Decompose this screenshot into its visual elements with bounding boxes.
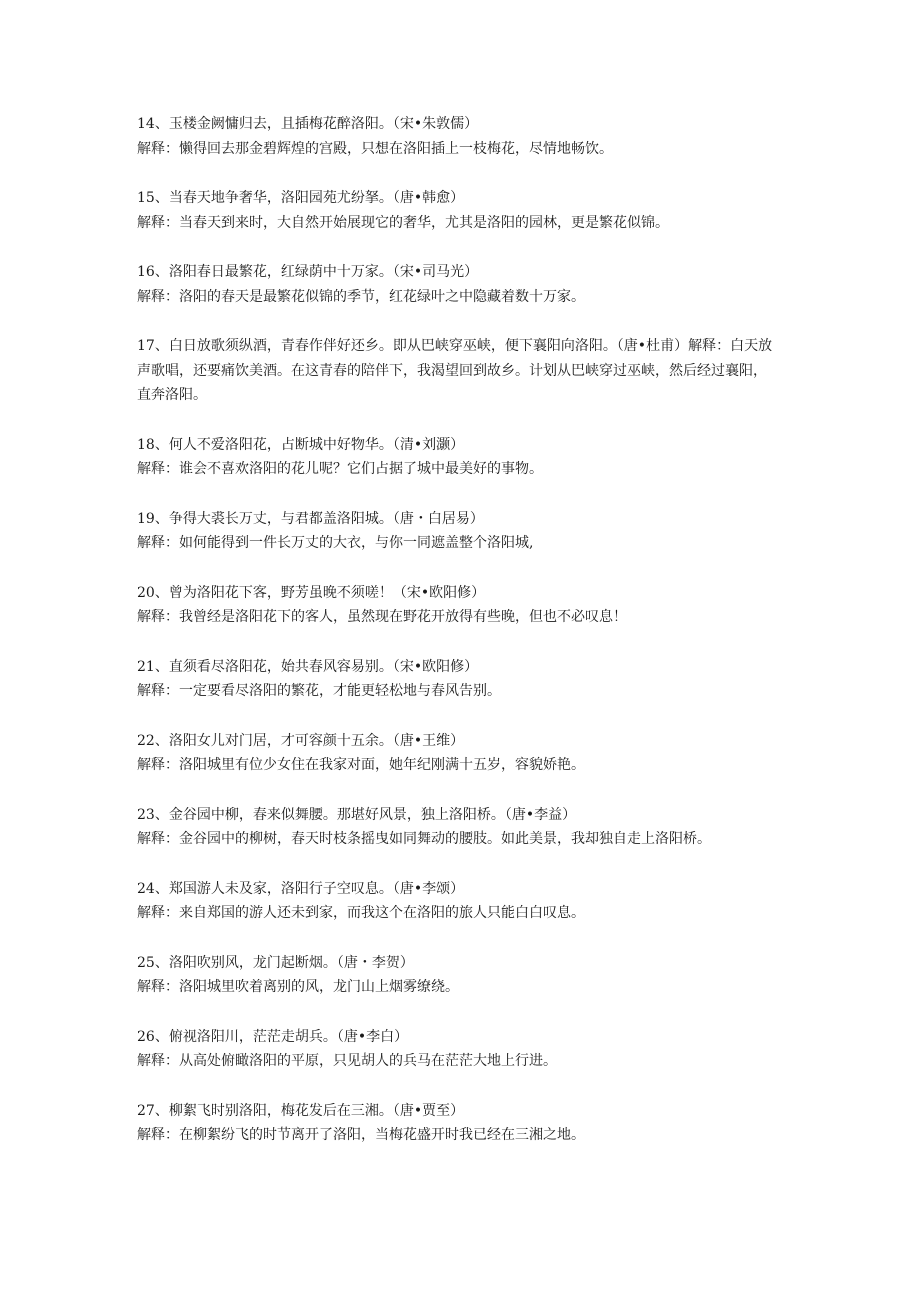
explanation-line: 解释：懒得回去那金碧辉煌的宫殿，只想在洛阳插上一枝梅花，尽情地畅饮。: [137, 140, 613, 157]
poem-line: 14、玉楼金阙慵归去，且插梅花醉洛阳。（宋•朱敦儒）: [137, 116, 479, 132]
poem-line: 27、柳絮飞时别洛阳，梅花发后在三湘。（唐•贾至）: [137, 1102, 465, 1119]
poem-line: 18、何人不爱洛阳花，占断城中好物华。（清•刘灏）: [137, 436, 465, 453]
explanation-line: 解释：谁会不喜欢洛阳的花儿呢？它们占据了城中最美好的事物。: [137, 461, 543, 477]
poem-entry-17: [137, 334, 787, 408]
explanation-line: 解释：洛阳城里有位少女住在我家对面，她年纪刚满十五岁，容貌娇艳。: [137, 757, 585, 773]
poem-line: 22、洛阳女儿对门居，才可容颜十五余。（唐•王维）: [137, 732, 465, 749]
poem-entry-19: [137, 507, 787, 556]
poem-entry-16: [137, 260, 787, 309]
poem-entry-21: [137, 655, 787, 704]
poem-entry-24: [137, 877, 787, 926]
poem-paragraph: 17、白日放歌须纵酒，青春作伴好还乡。即从巴峡穿巫峡，便下襄阳向洛阳。（唐•杜甫）解释：白天放声歌唱，还要痛饮美酒。在这青春的陪伴下，我渴望回到故乡。计划从巴峡穿过巫峡，然后经过襄阳，直奔洛阳。: [137, 338, 773, 403]
poem-line: 25、洛阳吹别风，龙门起断烟。（唐・李贺）: [137, 954, 414, 971]
poem-entry-15: [137, 186, 787, 235]
poem-line: 19、争得大裘长万丈，与君都盖洛阳城。（唐・白居易）: [137, 510, 484, 527]
explanation-line: 解释：我曾经是洛阳花下的客人，虽然现在野花开放得有些晚，但也不必叹息！: [137, 609, 627, 625]
explanation-line: 解释：一定要看尽洛阳的繁花，才能更轻松地与春风告别。: [137, 683, 501, 699]
poem-line: 24、郑国游人未及家，洛阳行子空叹息。（唐•李颂）: [137, 880, 465, 897]
document-page: [137, 112, 787, 1173]
poem-line: 20、曾为洛阳花下客，野芳虽晚不须嗟！（宋•欧阳修）: [137, 584, 486, 601]
poem-entry-18: [137, 433, 787, 482]
explanation-line: 解释：从高处俯瞰洛阳的平原，只见胡人的兵马在茫茫大地上行进。: [137, 1053, 557, 1069]
poem-line: 21、直须看尽洛阳花，始共春风容易别。（宋•欧阳修）: [137, 658, 479, 675]
poem-entry-26: [137, 1025, 787, 1074]
explanation-line: 解释：洛阳城里吹着离别的风，龙门山上烟雾缭绕。: [137, 979, 459, 995]
explanation-line: 解释：来自郑国的游人还未到家，而我这个在洛阳的旅人只能白白叹息。: [137, 905, 585, 921]
explanation-line: 解释：在柳絮纷飞的时节离开了洛阳，当梅花盛开时我已经在三湘之地。: [137, 1127, 585, 1143]
poem-line: 26、俯视洛阳川，茫茫走胡兵。（唐•李白）: [137, 1028, 409, 1045]
explanation-line: 解释：当春天到来时，大自然开始展现它的奢华，尤其是洛阳的园林，更是繁花似锦。: [137, 214, 669, 231]
poem-line: 16、洛阳春日最繁花，红绿荫中十万家。（宋•司马光）: [137, 264, 479, 280]
poem-entry-23: [137, 803, 787, 852]
poem-entry-20: [137, 581, 787, 630]
explanation-line: 解释：金谷园中的柳树，春天时枝条摇曳如同舞动的腰肢。如此美景，我却独自走上洛阳桥。: [137, 831, 711, 847]
poem-entry-25: [137, 951, 787, 1000]
poem-entry-22: [137, 729, 787, 778]
poem-entry-14: [137, 112, 787, 161]
poem-entry-27: [137, 1099, 787, 1148]
explanation-line: 解释：洛阳的春天是最繁花似锦的季节，红花绿叶之中隐藏着数十万家。: [137, 288, 585, 305]
explanation-line: 解释：如何能得到一件长万丈的大衣，与你一同遮盖整个洛阳城,: [137, 535, 534, 551]
poem-line: 15、当春天地争奢华，洛阳园苑尤纷拏。（唐•韩愈）: [137, 190, 465, 206]
poem-line: 23、金谷园中柳，春来似舞腰。那堪好风景，独上洛阳桥。（唐•李益）: [137, 806, 577, 823]
